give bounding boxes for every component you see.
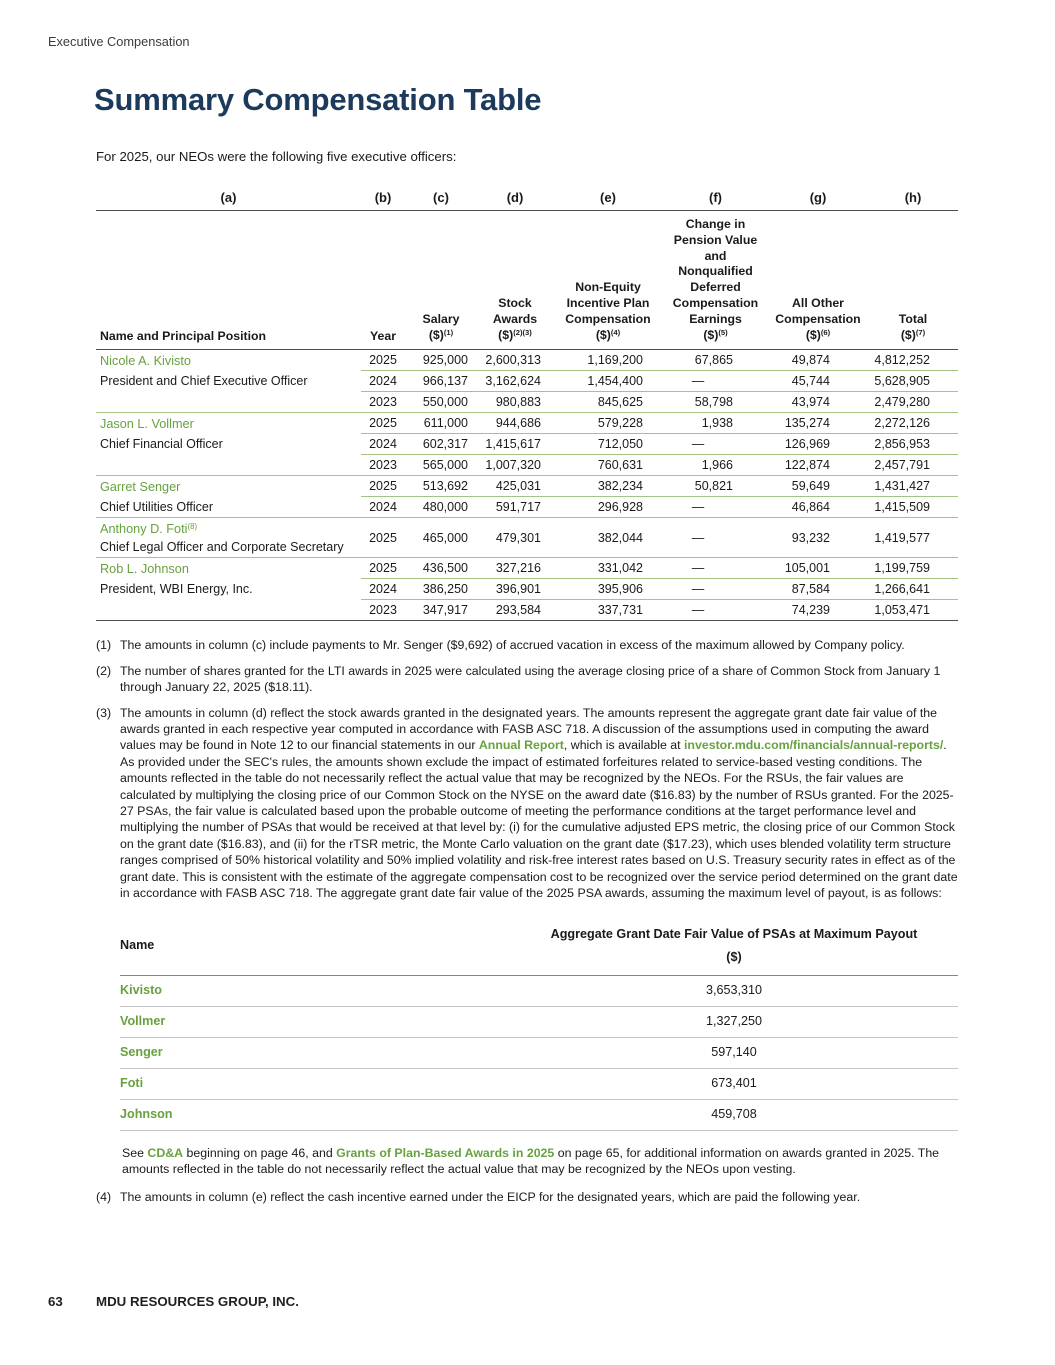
psa-table-body xyxy=(120,976,958,1131)
year-cell: 2024 xyxy=(361,434,405,455)
executive-name: Rob L. Johnson xyxy=(100,561,189,576)
footnote-number: (2) xyxy=(96,663,112,678)
value-cell: 611,000 xyxy=(405,413,477,434)
column-letter: (b) xyxy=(361,186,405,211)
column-letter: (f) xyxy=(663,186,768,211)
psa-value: 459,708 xyxy=(711,1107,757,1122)
value-cell: 74,239 xyxy=(768,600,868,621)
executive-title: President, WBI Energy, Inc. xyxy=(100,582,253,597)
value-cell: 331,042 xyxy=(553,558,663,579)
main-content xyxy=(96,186,958,1215)
value-cell: 480,000 xyxy=(405,497,477,518)
value-cell: 2,600,313 xyxy=(485,353,541,368)
column-letter: (c) xyxy=(405,186,477,211)
value-cell: 980,883 xyxy=(477,392,553,413)
value-cell: 1,169,200 xyxy=(587,353,643,368)
footnotes-bottom xyxy=(96,1189,958,1205)
value-cell: 2,272,126 xyxy=(868,413,958,434)
value-cell: 135,274 xyxy=(768,413,868,434)
inline-link[interactable]: Grants of Plan-Based Awards in 2025 xyxy=(336,1145,555,1160)
executive-title: President and Chief Executive Officer xyxy=(100,374,308,389)
value-cell: 58,798 xyxy=(663,392,768,413)
comp-table-body xyxy=(96,350,958,621)
footnote-text: The number of shares granted for the LTI awards in 2025 were calculated using the average closing price of a share of Common Stock from January 1 through January 22, 2025 ($18.11). xyxy=(120,663,941,695)
value-cell: 122,874 xyxy=(768,455,868,476)
footnote-text: The amounts in column (d) reflect the stock awards granted in the designated years. The amounts represent the aggregate grant date fair value of the awards granted in each respective year computed in accordance with FASB ASC 718. A discussion of the assumptions used in computing the award values may be found in Note 12 to our financial statements in our Annual Report, which is available at investor.mdu.com/financials/annual-reports/. As provided under the SEC's rules, the amounts shown exclude the impact of estimated forfeitures related to service-based vesting conditions. The amounts reflected in the table do not necessarily reflect the actual value that may be recognized by the NEOs. For the RSUs, the fair values are calculated by multiplying the closing price of our Common Stock on the NYSE on the award date ($16.83) by the number of RSUs granted. For the 2025-27 PSAs, the fair value is calculated based upon the probable outcome of meeting the performance conditions at the target performance level and multiplying the number of PSAs that would be received at that level by: (i) for the cumulative adjusted EPS metric, the closing price of our Common Stock on the grant date ($16.83), and (ii) for the rTSR metric, the Monte Carlo valuation on the grant date ($17.23), which uses blended volatility term structure ranges comprised of 50% historical volatility and 50% implied volatility and risk-free interest rates based on U.S. Treasury security rates in effect as of the grant date. This is consistent with the estimate of the aggregate compensation cost to be recognized over the service period determined on the grant date in accordance with FASB ASC 718. The aggregate grant date fair value of the 2025 PSA awards, assuming the maximum level of payout, is as follows: xyxy=(120,705,958,901)
name-cell xyxy=(96,600,361,621)
name-cell xyxy=(96,558,361,579)
comp-row xyxy=(96,476,958,497)
value-cell: 760,631 xyxy=(553,455,663,476)
comp-row xyxy=(96,497,958,518)
value-cell: 465,000 xyxy=(405,518,477,558)
value-cell: 1,431,427 xyxy=(868,476,958,497)
comp-row xyxy=(96,579,958,600)
psa-name: Johnson xyxy=(120,1107,173,1122)
comp-row xyxy=(96,455,958,476)
comp-row xyxy=(96,371,958,392)
value-cell: 347,917 xyxy=(405,600,477,621)
psa-name-header: Name xyxy=(120,938,155,953)
value-cell: 944,686 xyxy=(477,413,553,434)
psa-value: 597,140 xyxy=(711,1045,757,1060)
psa-row xyxy=(120,1038,958,1069)
value-cell: 436,500 xyxy=(405,558,477,579)
value-cell: — xyxy=(663,518,768,558)
value-cell: 45,744 xyxy=(768,371,868,392)
inline-link[interactable]: CD&A xyxy=(147,1145,184,1160)
footnote-text: The amounts in column (c) include payments to Mr. Senger ($9,692) of accrued vacation in excess of the maximum allowed by Company policy. xyxy=(120,638,905,653)
footnote-number: (1) xyxy=(96,638,112,653)
year-cell: 2025 xyxy=(361,558,405,579)
value-cell: 2,479,280 xyxy=(868,392,958,413)
value-cell: 4,812,252 xyxy=(874,353,930,368)
value-cell: 550,000 xyxy=(405,392,477,413)
psa-name: Kivisto xyxy=(120,983,162,998)
year-cell: 2023 xyxy=(361,392,405,413)
value-cell: 925,000 xyxy=(422,353,468,368)
value-cell: 1,266,641 xyxy=(868,579,958,600)
name-cell xyxy=(96,518,361,558)
column-header: All Other Compensation ($)$^{(6)}$ xyxy=(768,211,868,350)
name-cell xyxy=(96,476,361,497)
value-cell: 49,874 xyxy=(791,353,830,368)
inline-link[interactable]: investor.mdu.com/financials/annual-reports/ xyxy=(684,738,944,753)
comp-row xyxy=(96,434,958,455)
see-note: See CD&A beginning on page 46, and Grants of Plan-Based Awards in 2025 on page 65, for additional information on awards granted in 2025. The amounts reflected in the table do not necessarily reflect the actual value that may be recognized by the NEOs upon vesting. xyxy=(122,1145,940,1176)
name-cell xyxy=(96,413,361,434)
comp-row xyxy=(96,600,958,621)
value-cell: 382,234 xyxy=(553,476,663,497)
value-cell: 1,454,400 xyxy=(553,371,663,392)
year-cell: 2023 xyxy=(361,455,405,476)
executive-name: Anthony D. Foti$^{(8)}$ xyxy=(100,521,198,536)
psa-row xyxy=(120,1100,958,1131)
comp-row xyxy=(96,350,958,371)
name-cell xyxy=(96,455,361,476)
section-eyebrow: Executive Compensation xyxy=(48,34,190,49)
psa-row xyxy=(120,976,958,1007)
psa-name: Vollmer xyxy=(120,1014,166,1029)
footnote xyxy=(96,663,958,696)
column-header: Stock Awards ($)$^{(2)(3)}$ xyxy=(477,211,553,350)
summary-compensation-table xyxy=(96,186,958,621)
value-cell: 50,821 xyxy=(663,476,768,497)
value-cell: 479,301 xyxy=(477,518,553,558)
footnote xyxy=(96,637,958,653)
value-cell: 93,232 xyxy=(768,518,868,558)
value-cell: — xyxy=(663,579,768,600)
value-cell: 1,415,617 xyxy=(477,434,553,455)
column-header: Year xyxy=(361,211,405,350)
value-cell: 1,415,509 xyxy=(868,497,958,518)
column-letter: (d) xyxy=(477,186,553,211)
page-number: 63 xyxy=(48,1294,63,1309)
executive-title: Chief Legal Officer and Corporate Secretary xyxy=(100,539,344,554)
value-cell: 5,628,905 xyxy=(868,371,958,392)
value-cell: 602,317 xyxy=(405,434,477,455)
value-cell: 59,649 xyxy=(768,476,868,497)
psa-value: 3,653,310 xyxy=(705,983,763,998)
value-cell: 2,457,791 xyxy=(868,455,958,476)
psa-value-unit: ($) xyxy=(726,949,742,964)
value-cell: — xyxy=(663,497,768,518)
psa-table xyxy=(120,921,958,1130)
year-cell: 2023 xyxy=(361,600,405,621)
value-cell: 1,007,320 xyxy=(477,455,553,476)
comp-header-row xyxy=(96,211,958,350)
psa-value: 673,401 xyxy=(711,1076,757,1091)
psa-table-header xyxy=(120,921,958,975)
column-header: Non-Equity Incentive Plan Compensation ($)$^{(4)}$ xyxy=(553,211,663,350)
year-cell: 2025 xyxy=(369,353,397,368)
footnote-text: The amounts in column (e) reflect the cash incentive earned under the EICP for the designated years, which are paid the following year. xyxy=(120,1190,861,1205)
value-cell: 845,625 xyxy=(553,392,663,413)
year-cell: 2025 xyxy=(361,518,405,558)
comp-row xyxy=(96,392,958,413)
psa-name: Senger xyxy=(120,1045,163,1060)
year-cell: 2024 xyxy=(361,497,405,518)
value-cell: 87,584 xyxy=(768,579,868,600)
year-cell: 2024 xyxy=(361,579,405,600)
value-cell: 126,969 xyxy=(768,434,868,455)
name-cell xyxy=(96,392,361,413)
value-cell: 1,053,471 xyxy=(868,600,958,621)
value-cell: 382,044 xyxy=(553,518,663,558)
value-cell: 966,137 xyxy=(405,371,477,392)
executive-name: Nicole A. Kivisto xyxy=(100,353,191,368)
column-letter: (g) xyxy=(768,186,868,211)
value-cell: 425,031 xyxy=(477,476,553,497)
column-header: Total ($)$^{(7)}$ xyxy=(868,211,958,350)
year-cell: 2025 xyxy=(361,413,405,434)
value-cell: 1,938 xyxy=(663,413,768,434)
value-cell: 591,717 xyxy=(477,497,553,518)
psa-value: 1,327,250 xyxy=(705,1014,763,1029)
value-cell: 296,928 xyxy=(553,497,663,518)
value-cell: 513,692 xyxy=(405,476,477,497)
value-cell: 386,250 xyxy=(405,579,477,600)
comp-row xyxy=(96,518,958,558)
value-cell: 3,162,624 xyxy=(477,371,553,392)
company-name: MDU RESOURCES GROUP, INC. xyxy=(96,1294,299,1309)
value-cell: 293,584 xyxy=(477,600,553,621)
value-cell: 2,856,953 xyxy=(868,434,958,455)
value-cell: 46,864 xyxy=(768,497,868,518)
name-cell xyxy=(96,350,361,371)
value-cell: 43,974 xyxy=(768,392,868,413)
executive-name: Garret Senger xyxy=(100,479,181,494)
column-letter: (a) xyxy=(96,186,361,211)
footnotes xyxy=(96,637,958,1205)
value-cell: 579,228 xyxy=(553,413,663,434)
psa-value-header: Aggregate Grant Date Fair Value of PSAs at Maximum Payout xyxy=(550,927,918,942)
psa-name: Foti xyxy=(120,1076,144,1091)
inline-link[interactable]: Annual Report xyxy=(478,738,564,753)
column-header: Change in Pension Value and Nonqualified Deferred Compensation Earnings ($)$^{(5)}$ xyxy=(663,211,768,350)
value-cell: 396,901 xyxy=(477,579,553,600)
value-cell: — xyxy=(663,434,768,455)
footnote-number: (4) xyxy=(96,1190,112,1205)
executive-name: Jason L. Vollmer xyxy=(100,416,194,431)
value-cell: 565,000 xyxy=(405,455,477,476)
psa-row xyxy=(120,1069,958,1100)
footnote xyxy=(96,1189,958,1205)
year-cell: 2024 xyxy=(361,371,405,392)
year-cell: 2025 xyxy=(361,476,405,497)
intro-text: For 2025, our NEOs were the following five executive officers: xyxy=(96,149,457,164)
value-cell: 105,001 xyxy=(768,558,868,579)
value-cell: 67,865 xyxy=(694,353,733,368)
comp-letters-row xyxy=(96,186,958,211)
footnote xyxy=(96,705,958,902)
comp-row xyxy=(96,413,958,434)
column-header: Name and Principal Position xyxy=(96,211,361,350)
value-cell: 327,216 xyxy=(477,558,553,579)
value-cell: — xyxy=(663,558,768,579)
value-cell: — xyxy=(663,600,768,621)
column-header: Salary ($)$^{(1)}$ xyxy=(405,211,477,350)
column-letter: (h) xyxy=(868,186,958,211)
page-title: Summary Compensation Table xyxy=(94,82,542,117)
column-letter: (e) xyxy=(553,186,663,211)
psa-row xyxy=(120,1007,958,1038)
value-cell: 1,199,759 xyxy=(868,558,958,579)
psa-value-header-block xyxy=(510,923,958,967)
value-cell: 712,050 xyxy=(553,434,663,455)
value-cell: 1,419,577 xyxy=(868,518,958,558)
value-cell: — xyxy=(663,371,768,392)
value-cell: 1,966 xyxy=(663,455,768,476)
executive-title: Chief Utilities Officer xyxy=(100,500,213,515)
executive-title: Chief Financial Officer xyxy=(100,437,223,452)
comp-row xyxy=(96,558,958,579)
value-cell: 337,731 xyxy=(553,600,663,621)
footnote-number: (3) xyxy=(96,705,112,720)
footnotes-top xyxy=(96,637,958,901)
value-cell: 395,906 xyxy=(553,579,663,600)
page-footer xyxy=(48,1294,299,1309)
